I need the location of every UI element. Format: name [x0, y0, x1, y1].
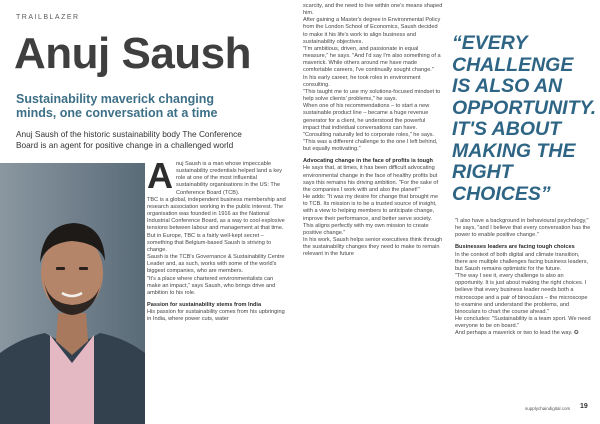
paragraph: But in Europe, TBC is a fairly well-kept secret – something that Belgium-based Saush is striving to change.: [147, 232, 272, 253]
portrait-illustration: [0, 163, 145, 424]
drop-cap: A: [147, 155, 173, 196]
paragraph: "This taught me to use my solutions-focused mindset to help solve clients' problems," he says.: [303, 88, 441, 103]
page-title: Anuj Saush: [14, 29, 252, 78]
paragraph: "I'm ambitious, driven, and passionate in equal measure," he says. "And I'd say I'm also something of a maverick. While others around me have made comfortable careers, I've continually sought change.": [303, 45, 441, 74]
paragraph: "Consulting naturally led to corporate roles," he says. "This was a different challenge to the one I left behind, but equally motivating.": [303, 131, 438, 153]
paragraph: He adds: "It was my desire for change that brought me to TCB. Its mission is to be a trusted source of insight, with a view to helping members to anticipate change, improve their performance, and better serve society. This aligns perfectly with my own mission to create positive change.": [303, 194, 439, 236]
paragraph: scarcity, and the need to live within one's means shaped him.: [303, 3, 443, 17]
paragraph: "It's a place where chartered environmentalists can make an impact," says Saush, who brings drive and ambition to his role.: [147, 275, 276, 296]
paragraph: His passion for sustainability comes from his upbringing in India, where power cuts, water: [147, 309, 285, 323]
paragraph: In his early career, he took roles in environment consulting.: [303, 74, 421, 88]
paragraph: "The way I see it, every challenge is also an opportunity. It is just about making the right choices. I believe that every business leader needs both a microscope and a pair of binoculars – the microscope to examine and understand the problems, and binoculars to chart the course ahead.": [455, 273, 588, 315]
paragraph: TBC is a global, independent business membership and research association working in the public interest. The organisation was founded in 1916 as the National Industrial Conference Board, as a way to cool explosive tensions between labour and management at that time.: [147, 196, 286, 232]
paragraph: He says that, at times, it has been difficult advocating environmental change in the face of healthy profits but says this remains his driving ambition. "For the sake of the companies I work with and also the planet!": [303, 165, 439, 193]
section-heading: Businesses leaders are facing tough choices: [455, 244, 575, 251]
paragraph: He concludes: "Sustainability is a team sport. We need everyone to be on board.": [455, 316, 591, 330]
section-heading: Passion for sustainability stems from India: [147, 301, 262, 308]
paragraph: Saush is the TCB's Governance & Sustainability Centre Leader and, as such, works with some of the world's biggest companies, who are members.: [147, 254, 285, 275]
standfirst: Anuj Saush of the historic sustainability body The Conference Board is an agent for positive change in a challenged world: [16, 129, 242, 150]
end-mark-icon: ✪: [574, 330, 579, 337]
page-number: 19: [580, 403, 588, 410]
paragraph: When one of his recommendations – to start a new sustainable product line – became a huge revenue generator for a client, he understood the powerful impact that individual conversations can have.: [303, 103, 430, 131]
paragraph: nuj Saush is a man whose impeccable sustainability credentials helped land a key role at one of the most influential sustainability organisations in the US: The Conference Board (TCB).: [176, 161, 283, 196]
footer-url: supplychaindigital.com: [525, 406, 571, 411]
paragraph: And perhaps a maverick or two to lead the way.: [455, 330, 573, 337]
subheading: Sustainability maverick changing minds, one conversation at a time: [16, 92, 218, 120]
article-column-1: [147, 155, 287, 323]
article-column-2: [303, 3, 443, 258]
article-column-3: [455, 218, 593, 338]
section-kicker: TRAILBLAZER: [16, 14, 80, 21]
portrait-photo: [0, 163, 145, 424]
paragraph: In his work, Saush helps senior executives think through the sustainability changes they need to make to remain relevant in the future: [303, 237, 443, 258]
paragraph: "I also have a background in behavioural psychology," he says, "and I believe that every conversation has the power to enable positive change.": [455, 218, 591, 239]
pull-quote: “EVERY CHALLENGE IS ALSO AN OPPORTUNITY. IT'S ABOUT MAKING THE RIGHT CHOICES”: [452, 32, 597, 205]
paragraph: In the context of both digital and climate transition, there are multiple challenges facing business leaders, but Saush remains optimistic for the future.: [455, 251, 589, 272]
section-heading: Advocating change in the face of profits is tough: [303, 158, 433, 165]
paragraph: After gaining a Master's degree in Environmental Policy from the London School of Economics, Saush decided to make it his life's work to align business and sustainability objectives.: [303, 17, 441, 45]
